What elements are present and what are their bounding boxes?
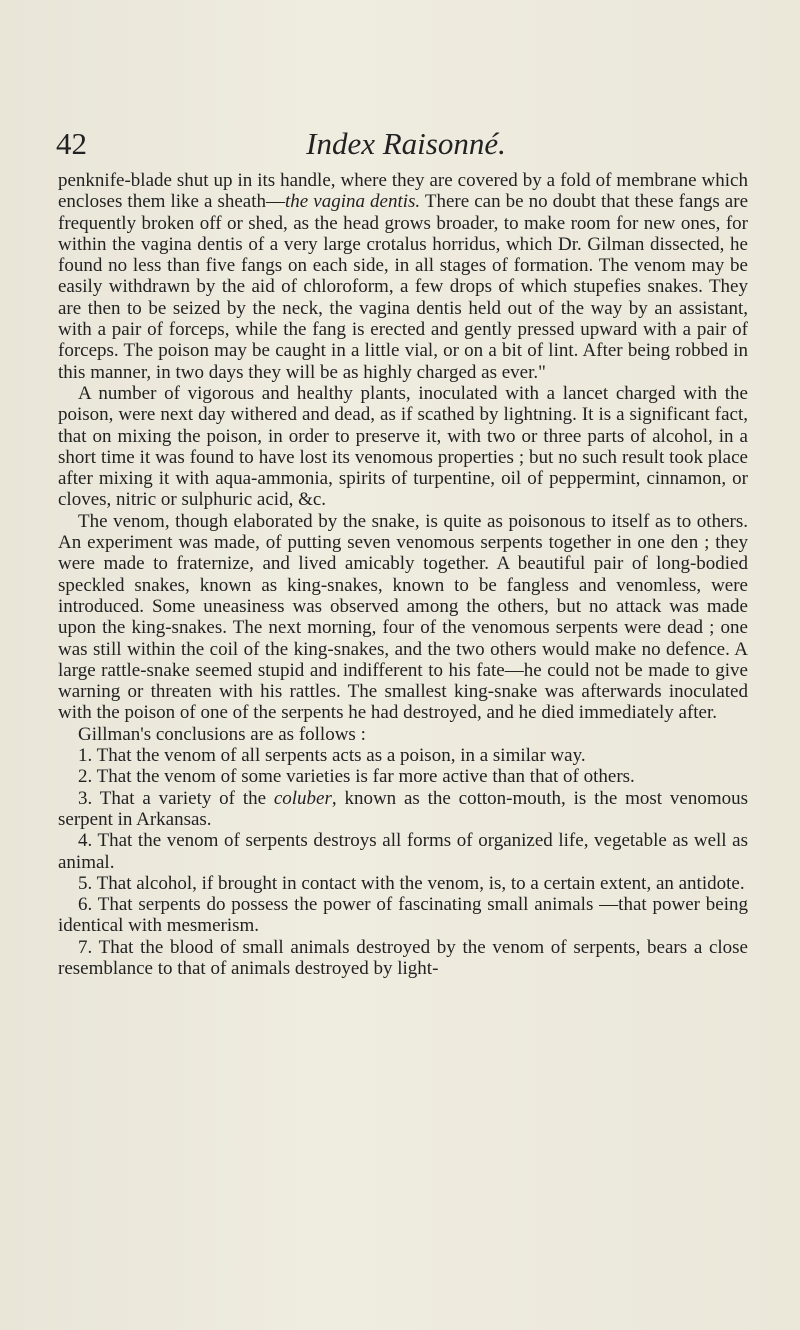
running-title: Index Raisonné. (306, 126, 506, 161)
list-item: 5. That alcohol, if brought in contact with the venom, is, to a certain extent, an antidote. (78, 872, 745, 894)
page-header (56, 124, 756, 164)
paragraph: penknife-blade shut up in its handle, where they are covered by a fold of membrane which encloses them like a sheath—the vagina dentis. There can be no doubt that these fangs are frequently broken off or shed, as the head grows broader, to make room for new ones, for within the vagina dentis of a very large crotalus horridus, which Dr. Gilman dissected, he found no less than five fangs on each side, in all stages of formation. The venom may be easily withdrawn by the aid of chloroform, a few drops of which stupefies snakes. They are then to be seized by the neck, the vagina dentis held out of the way by an assistant, with a pair of forceps, while the fang is erected and gently pressed upward with a pair of forceps. The poison may be caught in a little vial, or on a bit of lint. After being robbed in this manner, in two days they will be as highly charged as ever." (58, 170, 748, 383)
page-number: 42 (56, 126, 87, 161)
paragraph: A number of vigorous and healthy plants, inoculated with a lancet charged with the poison, were next day withered and dead, as if scathed by lightning. It is a significant fact, that on mixing the poison, in order to preserve it, with two or three parts of alcohol, in a short time it was found to have lost its venomous properties ; but no such result took place after mixing it with aqua-ammonia, spirits of turpentine, oil of peppermint, cinnamon, or cloves, nitric or sulphuric acid, &c. (58, 382, 748, 511)
list-item: 6. That serpents do possess the power of fascinating small animals —that power being identical with mesmerism. (58, 894, 748, 937)
list-item: 4. That the venom of serpents destroys all forms of organized life, vegetable as well as animal. (58, 830, 748, 873)
paragraph: The venom, though elaborated by the snake, is quite as poisonous to itself as to others. An experiment was made, of putting seven venomous serpents together in one den ; they were made to fraternize, and lived amicably together. A beautiful pair of long-bodied speckled snakes, known as king-snakes, known to be fangless and venomless, were introduced. Some uneasiness was observed among the others, but no attack was made upon the king-snakes. The next morning, four of the venomous serpents were dead ; one was still within the coil of the king-snakes, and the two others would make no defence. A large rattle-snake seemed stupid and indifferent to his fate—he could not be made to give warning or threaten with his rattles. The smallest king-snake was afterwards inoculated with the poison of one of the serpents he had destroyed, and he died immediately after. (58, 510, 748, 724)
list-item: 2. That the venom of some varieties is far more active than that of others. (78, 766, 635, 788)
body-text (58, 170, 748, 979)
list-item: 1. That the venom of all serpents acts as a poison, in a similar way. (78, 745, 586, 767)
paragraph: Gillman's conclusions are as follows : (78, 723, 366, 745)
list-item: 3. That a variety of the coluber, known as the cotton-mouth, is the most venomous serpent in Arkansas. (58, 787, 748, 830)
list-item: 7. That the blood of small animals destroyed by the venom of serpents, bears a close resemblance to that of animals destroyed by light- (58, 936, 748, 979)
